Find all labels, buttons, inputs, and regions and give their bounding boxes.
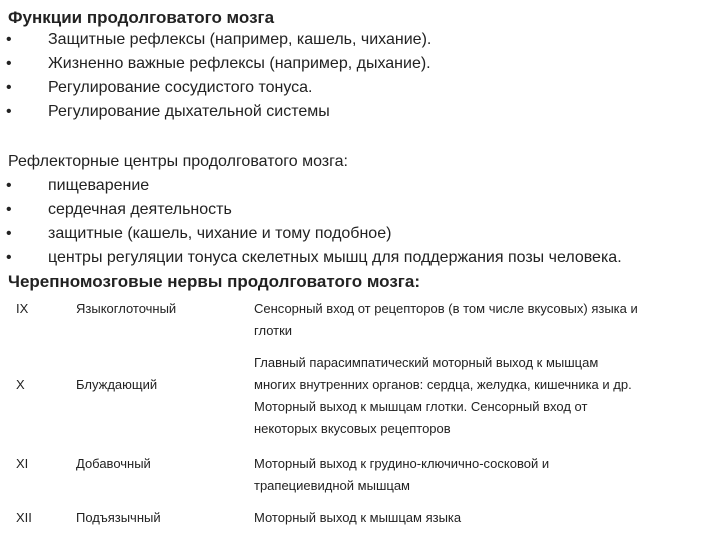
nerve-description: Сенсорный вход от рецепторов (в том числе вкусовых) языка и глотки — [254, 301, 638, 338]
nerve-description: Моторный выход к грудино-ключично-сосковой и трапециевидной мышцам — [254, 456, 550, 493]
slide-page: Функции продолговатого мозга • Защитные рефлексы (например, кашель, чихание). • Жизненно важные рефлексы (например, дыхание). • Регулирование сосудистого тонуса. • Регулирование дыхательной системы Рефлекторные центры продолговатого мозга: • пищеварение • сердечная деятельность • защитные (кашель, чихание и тому подобное) • центры регуляции тонуса скелетных мышц для поддержания позы человека. Черепномозговые нервы продолговатого мозга: IX Языкоглоточный Сенсорный вход от рецепторов (в том числе вкусовых) языка и глотки X Блуждающий Главный парасимпатический моторный выход к мышцам многих внутренних органов: сердца, желудка, кишечника и др. Моторный выход к мышцам глотки. Сенсорный вход от некоторых вкусовых рецепторов XI Добавочный Моторный выход к грудино-ключично-сосковой и трапециевидной мышцам XII Подъязычный Моторный выход к мышцам языка — [0, 0, 720, 540]
bullet-icon: • — [6, 79, 12, 96]
nerve-name: Блуждающий — [76, 377, 158, 392]
bullet-icon: • — [6, 249, 12, 266]
nerve-number: XI — [16, 456, 29, 471]
nerve-number: IX — [16, 301, 29, 316]
nerve-name: Языкоглоточный — [76, 301, 177, 316]
bullet-icon: • — [6, 177, 12, 194]
bullet-icon: • — [6, 225, 12, 242]
functions-title: Функции продолговатого мозга — [8, 8, 275, 27]
nerve-description: Моторный выход к мышцам языка — [254, 510, 462, 525]
bullet-icon: • — [6, 31, 12, 48]
bullet-icon: • — [6, 55, 12, 72]
nerve-number: XII — [16, 510, 32, 525]
bullet-icon: • — [6, 103, 12, 120]
cranial-nerves-title: Черепномозговые нервы продолговатого мозга: — [8, 272, 420, 291]
reflex-centers-title: Рефлекторные центры продолговатого мозга: — [8, 153, 348, 170]
nerve-name: Подъязычный — [76, 510, 161, 525]
bullet-icon: • — [6, 201, 12, 218]
nerve-description: Главный парасимпатический моторный выход к мышцам многих внутренних органов: сердца, желудка, кишечника и др. Моторный выход к мышцам глотки. Сенсорный вход от некоторых вкусовых рецепторов — [254, 355, 632, 436]
nerve-name: Добавочный — [76, 456, 151, 471]
nerve-number: X — [16, 377, 25, 392]
